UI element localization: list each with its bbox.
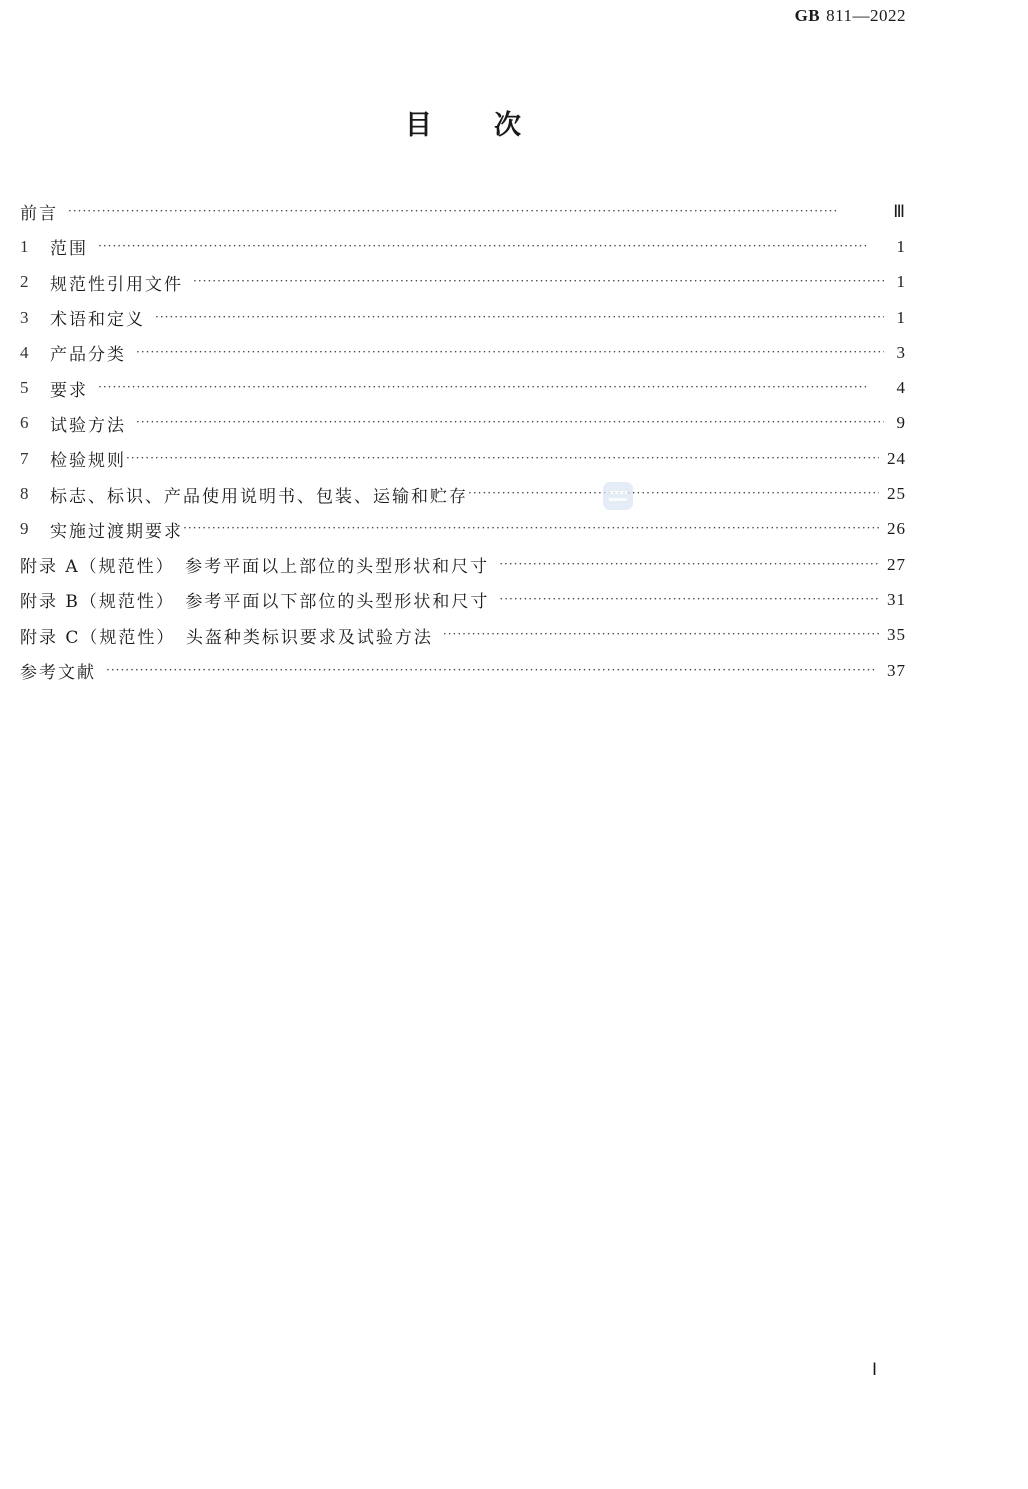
toc-item-label: 要求: [50, 380, 88, 401]
toc-item-page: Ⅲ: [893, 201, 906, 221]
toc-item-annex-a[interactable]: [20, 547, 906, 582]
toc-item-test-methods[interactable]: [20, 406, 906, 441]
toc-leader-dots: [499, 557, 879, 571]
toc-item-page: 1: [896, 307, 906, 327]
toc-item-page: 26: [887, 519, 906, 539]
toc-leader-dots: [499, 592, 879, 606]
toc-item-page: 25: [887, 484, 906, 504]
toc-item-number: 1: [20, 236, 29, 256]
toc-item-transition-requirements[interactable]: [20, 512, 906, 547]
standard-number: 811—2022: [826, 6, 906, 25]
toc-item-label: 前言: [20, 204, 58, 225]
toc-item-page: 1: [896, 236, 906, 256]
watermark-logo-icon: [603, 482, 633, 510]
toc-item-annex-b[interactable]: [20, 582, 906, 617]
standard-prefix: GB: [794, 6, 821, 25]
toc-item-label: 实施过渡期要求: [50, 521, 183, 542]
toc-item-classification[interactable]: [20, 335, 906, 370]
toc-leader-dots: [155, 310, 884, 324]
toc-item-label: 产品分类: [50, 345, 126, 366]
toc-item-page: 31: [887, 589, 906, 609]
toc-item-page: 27: [887, 554, 906, 574]
toc-item-label: 检验规则: [50, 451, 126, 472]
toc-item-page: 35: [887, 625, 906, 645]
title-char-1: 目: [405, 110, 432, 141]
toc-item-page: 9: [896, 413, 906, 433]
toc-item-label: 附录 A（规范性） 参考平面以上部位的头型形状和尺寸: [20, 557, 490, 578]
toc-leader-dots: [98, 239, 884, 253]
toc-item-page: 4: [896, 378, 906, 398]
toc-item-number: 6: [20, 413, 29, 433]
toc-item-page: 37: [887, 660, 906, 680]
toc-item-label: 参考文献: [20, 663, 96, 683]
toc-leader-dots: [193, 274, 884, 288]
toc-item-number: 4: [20, 342, 29, 362]
toc-item-annex-c[interactable]: [20, 618, 906, 653]
toc-item-label: 规范性引用文件: [50, 274, 183, 295]
toc-item-page: 3: [896, 342, 906, 362]
toc-leader-dots: [183, 521, 879, 535]
toc-item-page: 24: [887, 448, 906, 468]
standard-code: [795, 6, 906, 26]
toc-item-label: 范围: [50, 239, 88, 260]
toc-leader-dots: [98, 380, 884, 394]
toc-item-number: 3: [20, 307, 29, 327]
toc-leader-dots: [443, 627, 879, 641]
toc-item-label: 标志、标识、产品使用说明书、包装、运输和贮存: [50, 486, 468, 507]
toc-leader-dots: [136, 345, 884, 359]
toc-item-normative-references[interactable]: [20, 265, 906, 300]
toc-item-marking-packaging[interactable]: [20, 476, 906, 511]
title-char-2: 次: [494, 110, 521, 141]
toc-leader-dots: [126, 451, 879, 465]
toc-item-label: 试验方法: [50, 415, 126, 436]
toc-item-label: 术语和定义: [50, 310, 145, 331]
toc-leader-dots: [468, 486, 879, 500]
toc-item-requirements[interactable]: [20, 370, 906, 405]
toc-item-number: 7: [20, 448, 29, 468]
page-title: [0, 103, 926, 142]
toc-leader-dots: [68, 204, 884, 218]
toc-item-terms-definitions[interactable]: [20, 300, 906, 335]
toc-item-label: 附录 B（规范性） 参考平面以下部位的头型形状和尺寸: [20, 592, 490, 613]
toc-item-inspection-rules[interactable]: [20, 441, 906, 476]
toc-item-number: 9: [20, 519, 29, 539]
toc-item-scope[interactable]: [20, 229, 906, 264]
toc-item-bibliography[interactable]: [20, 653, 906, 688]
footer-page-number: Ⅰ: [872, 1360, 878, 1379]
toc-item-number: 5: [20, 378, 29, 398]
toc-item-foreword[interactable]: [20, 194, 906, 229]
toc-item-page: 1: [896, 272, 906, 292]
table-of-contents: [20, 194, 906, 688]
toc-leader-dots: [136, 415, 884, 429]
toc-item-number: 2: [20, 272, 29, 292]
toc-leader-dots: [106, 663, 879, 677]
toc-item-label: 附录 C（规范性） 头盔种类标识要求及试验方法: [20, 627, 433, 648]
toc-item-number: 8: [20, 484, 29, 504]
